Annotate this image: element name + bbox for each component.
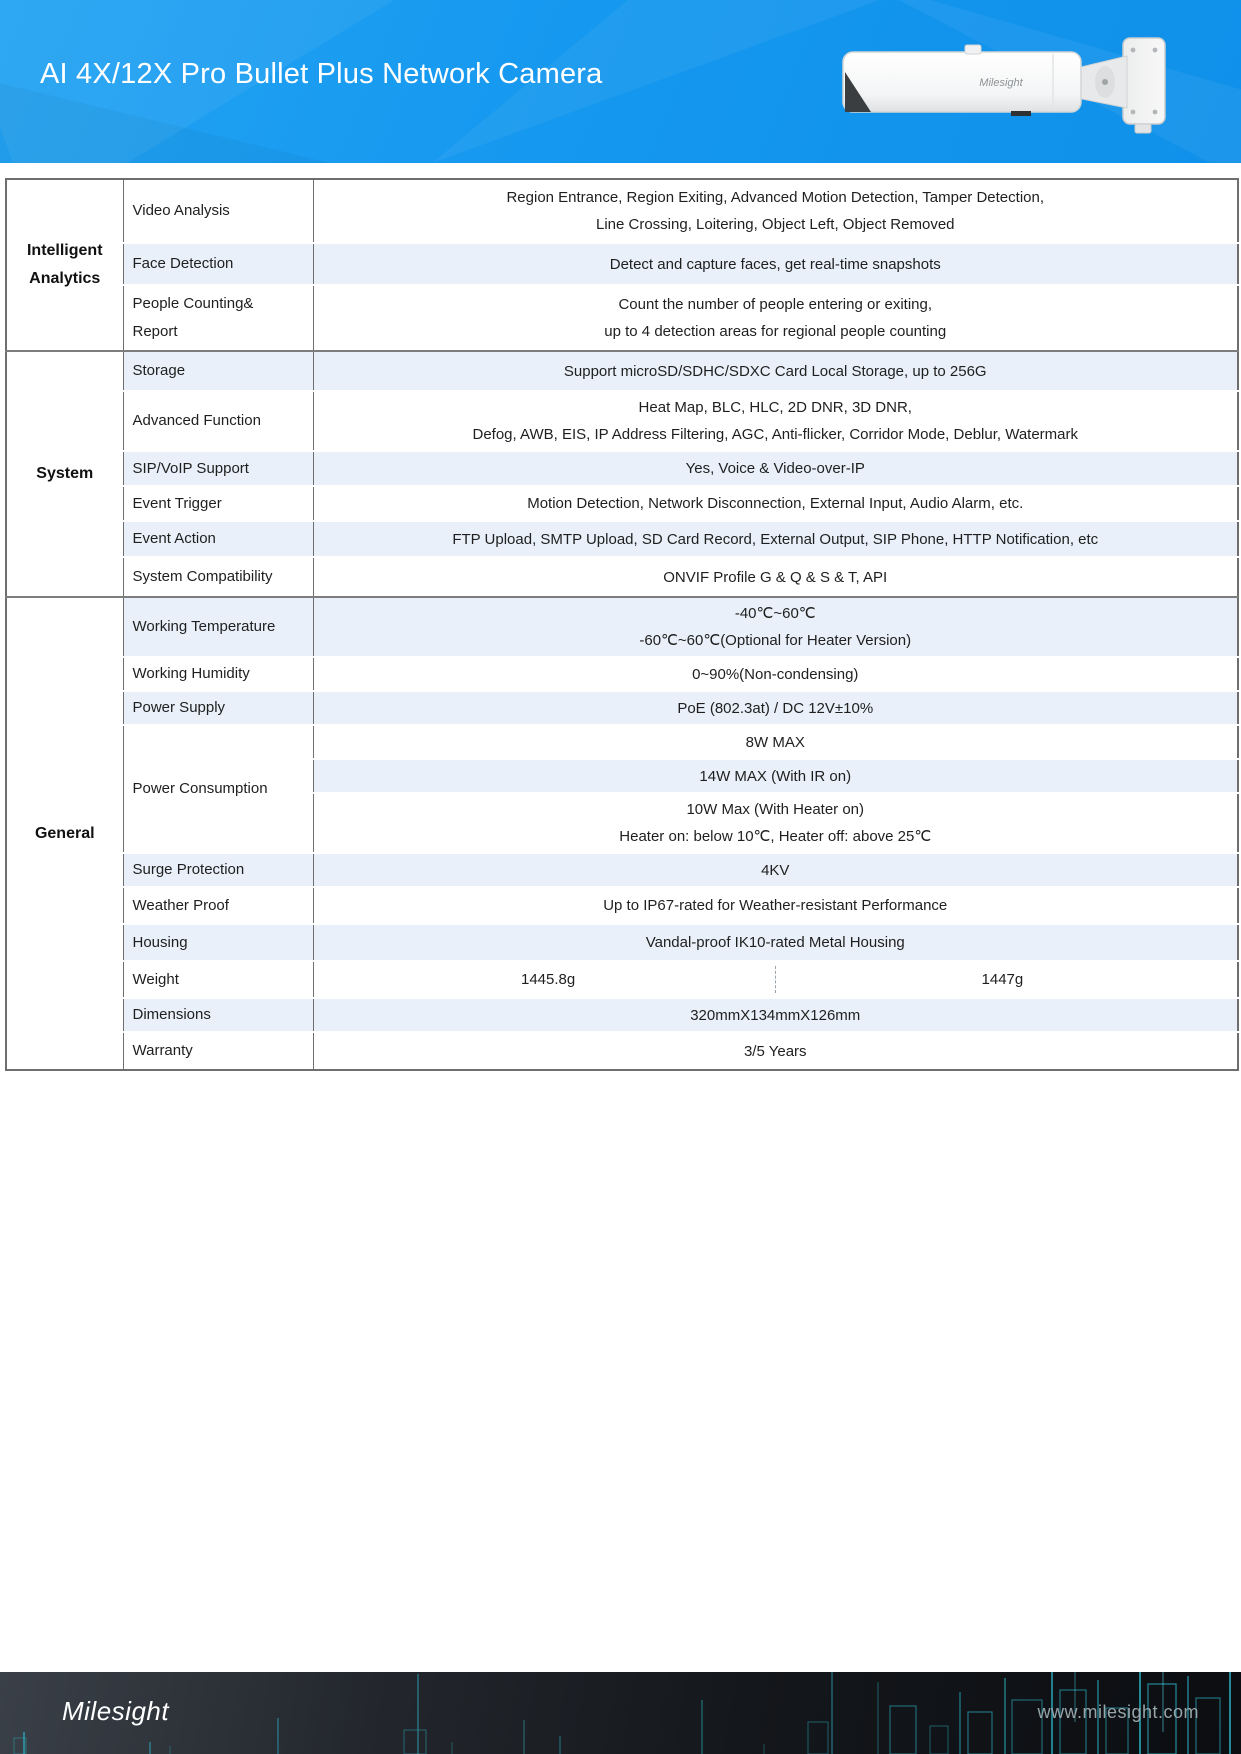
product-image-bullet-camera bbox=[815, 16, 1185, 144]
spec-value: 8W MAX bbox=[313, 725, 1238, 759]
spec-value: 320mmX134mmX126mm bbox=[313, 998, 1238, 1032]
spec-label: SIP/VoIP Support bbox=[123, 451, 313, 486]
spec-label: People Counting& Report bbox=[123, 285, 313, 351]
weight-value-right: 1447g bbox=[775, 966, 1229, 993]
spec-value: Count the number of people entering or exiting, up to 4 detection areas for regional people counting bbox=[313, 285, 1238, 351]
spec-label: Power Supply bbox=[123, 691, 313, 725]
spec-label: Weight bbox=[123, 961, 313, 998]
spec-label: Working Temperature bbox=[123, 597, 313, 657]
spec-value: 14W MAX (With IR on) bbox=[313, 759, 1238, 793]
spec-label: Housing bbox=[123, 924, 313, 961]
footer-logo: Milesight bbox=[62, 1696, 170, 1726]
spec-label: Event Trigger bbox=[123, 486, 313, 521]
page-title: AI 4X/12X Pro Bullet Plus Network Camera bbox=[40, 58, 603, 90]
footer-url[interactable]: www.milesight.com bbox=[1037, 1702, 1199, 1722]
spec-label: Face Detection bbox=[123, 243, 313, 285]
spec-table bbox=[5, 178, 1239, 1071]
spec-value: Up to IP67-rated for Weather-resistant Performance bbox=[313, 887, 1238, 924]
section-header-system: System bbox=[6, 351, 123, 597]
spec-value: Heat Map, BLC, HLC, 2D DNR, 3D DNR, Defog, AWB, EIS, IP Address Filtering, AGC, Anti-flicker, Corridor Mode, Deblur, Watermark bbox=[313, 391, 1238, 451]
spec-value: ONVIF Profile G & Q & S & T, API bbox=[313, 557, 1238, 597]
spec-value: Yes, Voice & Video-over-IP bbox=[313, 451, 1238, 486]
spec-value: Detect and capture faces, get real-time snapshots bbox=[313, 243, 1238, 285]
spec-value bbox=[313, 961, 1238, 998]
spec-label: Surge Protection bbox=[123, 853, 313, 887]
spec-value: Region Entrance, Region Exiting, Advanced Motion Detection, Tamper Detection, Line Crossing, Loitering, Object Left, Object Removed bbox=[506, 189, 1045, 233]
spec-label: Working Humidity bbox=[123, 657, 313, 691]
spec-label: Warranty bbox=[123, 1032, 313, 1070]
spec-label: Power Consumption bbox=[123, 725, 313, 853]
spec-value: -40℃~60℃ -60℃~60℃(Optional for Heater Version) bbox=[313, 597, 1238, 657]
section-header-general: General bbox=[6, 597, 123, 1070]
spec-label: Event Action bbox=[123, 521, 313, 557]
camera-top-tab bbox=[965, 45, 981, 54]
camera-body bbox=[843, 52, 1081, 112]
spec-value: 0~90%(Non-condensing) bbox=[313, 657, 1238, 691]
spec-value: 10W Max (With Heater on) Heater on: below 10℃, Heater off: above 25℃ bbox=[313, 793, 1238, 853]
spec-label: Video Analysis bbox=[123, 179, 313, 243]
weight-value-left: 1445.8g bbox=[521, 971, 576, 988]
spec-value: PoE (802.3at) / DC 12V±10% bbox=[313, 691, 1238, 725]
footer-banner bbox=[0, 1672, 1241, 1754]
spec-sheet bbox=[5, 178, 1237, 1071]
spec-value: Motion Detection, Network Disconnection, External Input, Audio Alarm, etc. bbox=[313, 486, 1238, 521]
camera-wall-plate bbox=[1123, 38, 1165, 124]
camera-body-logo: Milesight bbox=[979, 77, 1023, 89]
spec-value: 4KV bbox=[313, 853, 1238, 887]
weight-split-cell bbox=[322, 966, 1230, 993]
spec-label: Storage bbox=[123, 351, 313, 391]
spec-value: Support microSD/SDHC/SDXC Card Local Storage, up to 256G bbox=[313, 351, 1238, 391]
header-banner bbox=[0, 0, 1241, 163]
spec-label: Weather Proof bbox=[123, 887, 313, 924]
section-header-intelligent-analytics: Intelligent Analytics bbox=[6, 179, 123, 351]
spec-label: System Compatibility bbox=[123, 557, 313, 597]
spec-label: Dimensions bbox=[123, 998, 313, 1032]
spec-value: 3/5 Years bbox=[313, 1032, 1238, 1070]
spec-label: Advanced Function bbox=[123, 391, 313, 451]
spec-value: FTP Upload, SMTP Upload, SD Card Record, External Output, SIP Phone, HTTP Notification, etc bbox=[313, 521, 1238, 557]
spec-value: Vandal-proof IK10-rated Metal Housing bbox=[313, 924, 1238, 961]
